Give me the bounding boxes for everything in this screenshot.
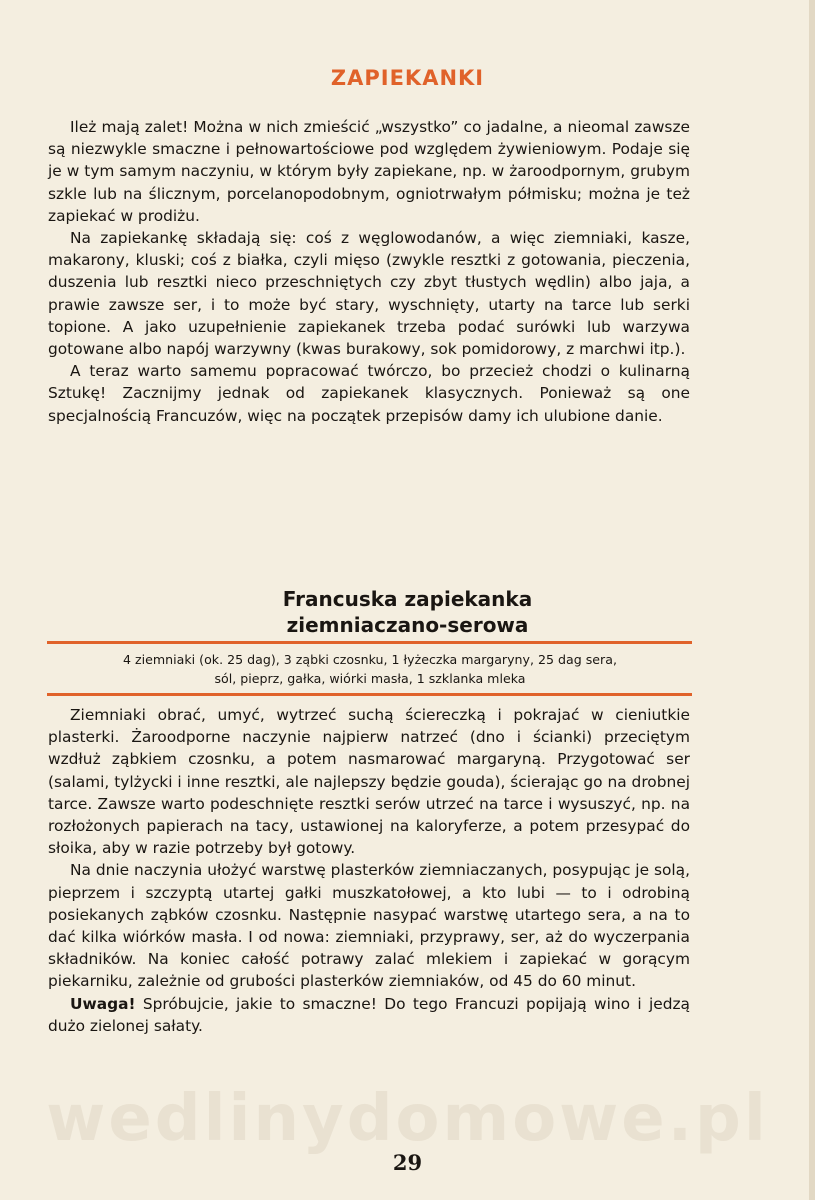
intro-text — [48, 116, 690, 427]
note-text: Spróbujcie, jakie to smaczne! Do tego Francuzi popijają wino i jedzą dużo zielonej sałaty. — [48, 994, 690, 1035]
intro-paragraph-2: Na zapiekankę składają się: coś z węglowodanów, a więc ziemniaki, kasze, makarony, kluski; coś z białka, czyli mięso (zwykle resztki z gotowania, pieczenia, duszenia lub resztki nieco przeschniętych czy zbyt tłustych wędlin) albo jaja, a prawie zawsze ser, i to może być stary, wyschnięty, utarty na tarce lub serki topione. A jako uzupełnienie zapiekanek trzeba podać surówki lub warzywa gotowane albo napój warzywny (kwas burakowy, sok pomidorowy, z marchwi itp.). — [48, 229, 690, 359]
ingredients-list — [50, 650, 690, 688]
watermark: wedlinydomowe.pl — [46, 1082, 769, 1156]
ingredients-top-rule — [47, 641, 692, 644]
note-label: Uwaga! — [70, 994, 136, 1013]
ingredients-bottom-rule — [47, 693, 692, 696]
intro-paragraph-3: A teraz warto samemu popracować twórczo, bo przecież chodzi o kulinarną Sztukę! Zacznijmy jednak od zapiekanek klasycznych. Ponieważ są one specjalnością Francuzów, więc na początek przepisów damy ich ulubione danie. — [48, 362, 690, 425]
instruction-paragraph-1: Ziemniaki obrać, umyć, wytrzeć suchą ściereczką i pokrajać w cieniutkie plasterki. Żaroodporne naczynie najpierw natrzeć (dno i ścianki) przeciętym wzdłuż ząbkiem czosnku, a potem nasmarować margaryną. Przygotować ser (salami, tylżycki i inne resztki, ale najlepszy będzie gouda), ścierając go na drobnej tarce. Zawsze warto podeschnięte resztki serów utrzeć na tarce i wysuszyć, np. na rozłożonych papierach na tacy, ustawionej na kaloryferze, a potem przesypać do słoika, aby w razie potrzeby był gotowy. — [48, 706, 690, 858]
recipe-title — [0, 586, 815, 638]
recipe-title-line-2: ziemniaczano-serowa — [286, 613, 529, 637]
recipe-instructions — [48, 704, 690, 1037]
intro-paragraph-1: Ileż mają zalet! Można w nich zmieścić „wszystko” co jadalne, a nieomal zawsze są niezwykle smaczne i pełnowartościowe pod względem żywieniowym. Podaje się je w tym samym naczyniu, w którym były zapiekane, np. w żaroodpornym, grubym szkle lub na ślicznym, porcelanopodobnym, ogniotrwałym półmisku; można je też zapiekać w prodiżu. — [48, 118, 690, 225]
note-paragraph — [48, 993, 690, 1037]
recipe-title-line-1: Francuska zapiekanka — [282, 587, 533, 611]
page-number: 29 — [392, 1150, 423, 1175]
ingredients-line-1: 4 ziemniaki (ok. 25 dag), 3 ząbki czosnku, 1 łyżeczka margaryny, 25 dag sera, — [123, 652, 617, 667]
section-title: ZAPIEKANKI — [330, 66, 485, 90]
ingredients-line-2: sól, pieprz, gałka, wiórki masła, 1 szklanka mleka — [214, 671, 526, 686]
instruction-paragraph-2: Na dnie naczynia ułożyć warstwę plasterków ziemniaczanych, posypując je solą, pieprzem i szczyptą utartej gałki muszkatołowej, a kto lubi — to i odrobiną posiekanych ząbków czosnku. Następnie nasypać warstwę utartego sera, a na to dać kilka wiórków masła. I od nowa: ziemniaki, przyprawy, ser, aż do wyczerpania składników. Na koniec całość potrawy zalać mlekiem i zapiekać w gorącym piekarniku, zależnie od grubości plasterków ziemniaków, od 45 do 60 minut. — [48, 861, 690, 991]
